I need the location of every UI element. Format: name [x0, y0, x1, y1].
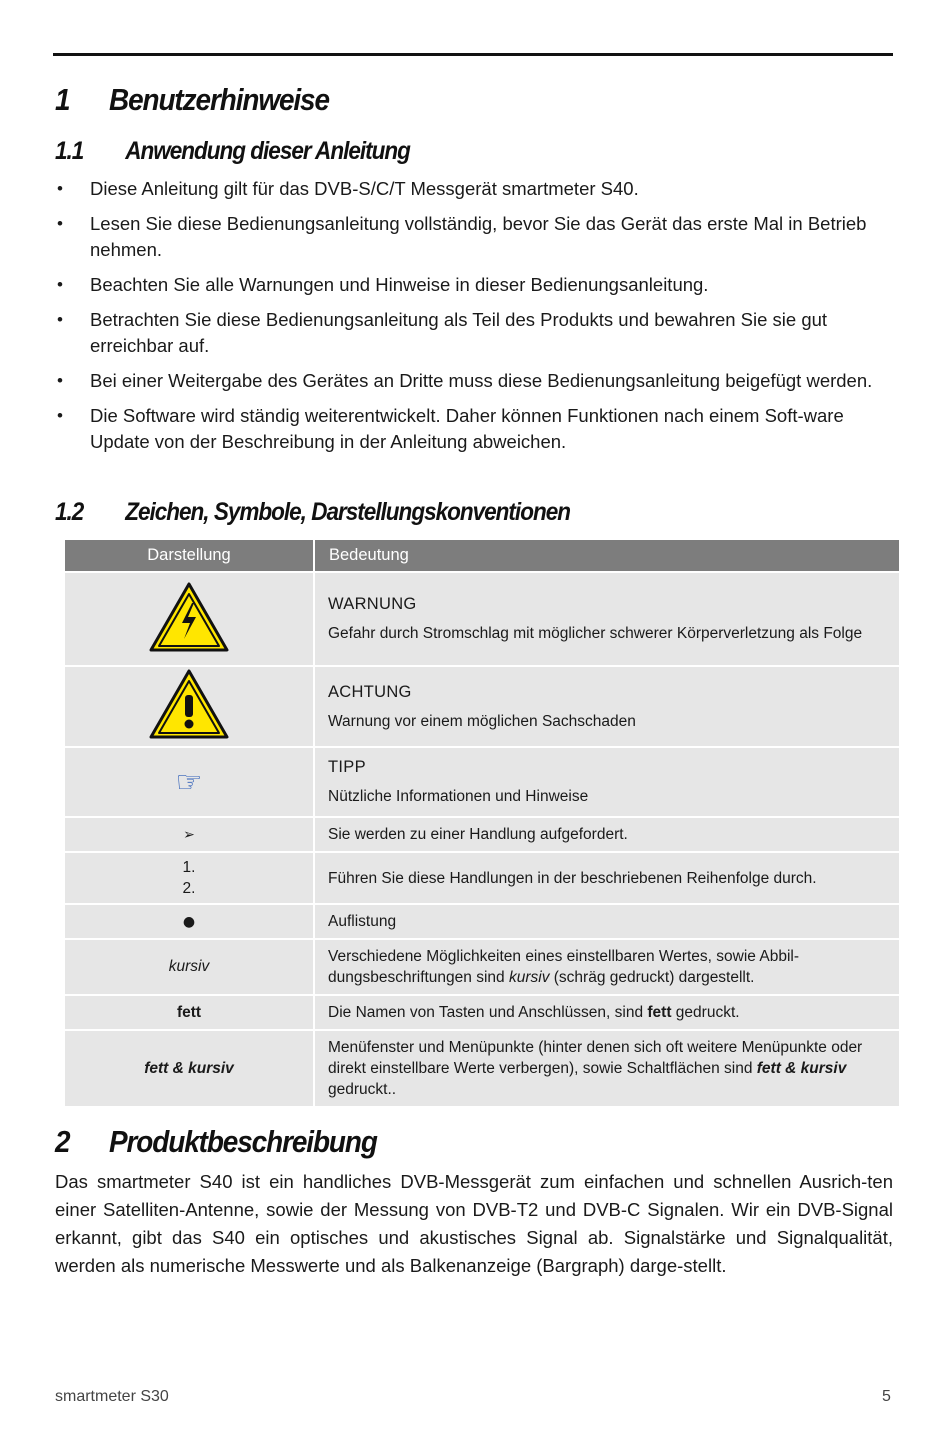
meaning-cell: Menüfenster und Menüpunkte (hinter denen sich oft weitere Menüpunkte oder direkt einstellbare Werte verbergen), sowie Schaltflächen sind fett & kursiv gedruckt.. — [314, 1030, 900, 1107]
bullet-icon: • — [57, 179, 63, 198]
pointing-hand-icon: ☞ — [175, 764, 203, 800]
row-label: ACHTUNG — [328, 682, 412, 701]
product-description: Das smartmeter S40 ist ein handliches DVB-Messgerät zum einfachen und schnellen Ausrich-ten einer Satelliten-Antenne, sowie der Messung von DVB-T2 und DVB-C Signalen. Wir ein DVB-Signal erkannt, gibt das S40 ein optisches und akustisches Signal ab. Signalstärke und Signalqualität, werden als numerische Messwerte und als Balkenanzeige (Bargraph) darge-stellt. — [55, 1171, 893, 1276]
symbol-cell — [64, 817, 314, 852]
row-text: Nützliche Informationen und Hinweise — [328, 788, 589, 805]
row-label: WARNUNG — [328, 595, 417, 613]
subheading-title: Zeichen, Symbole, Darstellungskonventionen — [125, 498, 570, 526]
bullet-icon: • — [57, 406, 63, 425]
row-label: TIPP — [328, 758, 366, 776]
top-rule — [53, 53, 893, 56]
heading-number: 2 — [55, 1124, 70, 1159]
dot-bullet-icon: ● — [182, 913, 196, 930]
bold-example: fett — [176, 1003, 202, 1021]
exclamation-warning-triangle-icon — [148, 668, 230, 740]
table-row — [64, 666, 900, 747]
meaning-cell — [314, 852, 900, 904]
symbol-cell — [64, 995, 314, 1030]
row-text: Gefahr durch Stromschlag mit möglicher schwerer Körperverletzung als Folge — [328, 625, 863, 642]
row-text: Sie werden zu einer Handlung aufgefordert. — [328, 826, 628, 843]
table-row — [64, 995, 900, 1030]
row-text: Führen Sie diese Handlungen in der beschriebenen Reihenfolge durch. — [328, 869, 817, 887]
row-text: Warnung vor einem möglichen Sachschaden — [328, 712, 636, 730]
symbol-cell — [64, 939, 314, 995]
bullet-icon: • — [57, 310, 63, 329]
column-header-darstellung: Darstellung — [64, 539, 314, 572]
table-row — [64, 1030, 900, 1107]
meaning-cell — [314, 747, 900, 817]
page-number: 5 — [882, 1388, 891, 1405]
list-item: • Lesen Sie diese Bedienungsanleitung vollständig, bevor Sie das Gerät das erste Mal in Betrieb nehmen. — [57, 213, 867, 260]
symbol-cell — [64, 666, 314, 747]
table-row — [64, 939, 900, 995]
bullet-list — [55, 176, 885, 464]
arrow-bullet-icon: ➢ — [183, 826, 195, 843]
row-text: Auflistung — [328, 913, 397, 930]
column-header-bedeutung: Bedeutung — [314, 539, 900, 572]
heading-section-2 — [55, 1124, 377, 1160]
heading-section-1-1 — [55, 137, 410, 166]
subheading-title: Anwendung dieser Anleitung — [125, 137, 410, 165]
bullet-icon: • — [57, 275, 63, 294]
subheading-number: 1.1 — [55, 137, 84, 165]
bold-italic-example: fett & kursiv — [144, 1059, 234, 1077]
table-row — [64, 747, 900, 817]
symbol-cell — [64, 852, 314, 904]
meaning-cell — [314, 666, 900, 747]
footer-product-name: smartmeter S30 — [55, 1388, 169, 1405]
list-item: • Diese Anleitung gilt für das DVB-S/C/T Messgerät smartmeter S40. — [55, 176, 885, 202]
symbol-cell — [64, 1030, 314, 1107]
table-row — [64, 852, 900, 904]
symbol-cell — [64, 904, 314, 939]
table-row — [64, 572, 900, 666]
heading-number: 1 — [55, 82, 70, 117]
symbol-cell — [64, 747, 314, 817]
bullet-icon: • — [57, 214, 63, 233]
list-item: • Beachten Sie alle Warnungen und Hinweise in dieser Bedienungsanleitung. — [55, 272, 885, 298]
table-row — [64, 904, 900, 939]
heading-section-1 — [55, 82, 329, 118]
list-item: • Die Software wird ständig weiterentwickelt. Daher können Funktionen nach einem Soft-ware Update von der Beschreibung in der Anleitung abweichen. — [57, 405, 844, 452]
bullet-icon: • — [57, 371, 63, 390]
list-item: • Bei einer Weitergabe des Gerätes an Dritte muss diese Bedienungsanleitung beigefügt werden. — [55, 368, 885, 394]
conventions-table — [63, 538, 901, 1108]
table-row — [64, 817, 900, 852]
electric-warning-triangle-icon — [148, 581, 230, 653]
heading-section-1-2 — [55, 498, 570, 527]
list-item: • Betrachten Sie diese Bedienungsanleitung als Teil des Produkts und bewahren Sie sie gut erreichbar auf. — [57, 309, 828, 356]
heading-title: Produktbeschreibung — [109, 1124, 377, 1159]
numbered-step-1: 1. — [182, 859, 196, 876]
table-header-row — [64, 539, 900, 572]
meaning-cell — [314, 572, 900, 666]
meaning-cell — [314, 904, 900, 939]
symbol-cell — [64, 572, 314, 666]
italic-example: kursiv — [168, 958, 210, 975]
subheading-number: 1.2 — [55, 498, 84, 526]
meaning-cell — [314, 817, 900, 852]
heading-title: Benutzerhinweise — [109, 82, 329, 117]
numbered-step-2: 2. — [182, 880, 196, 897]
meaning-cell: Verschiedene Möglichkeiten eines einstellbaren Wertes, sowie Abbil-dungsbeschriftungen sind kursiv (schräg gedruckt) dargestellt. — [314, 939, 900, 995]
meaning-cell: Die Namen von Tasten und Anschlüssen, sind fett gedruckt. — [314, 995, 900, 1030]
